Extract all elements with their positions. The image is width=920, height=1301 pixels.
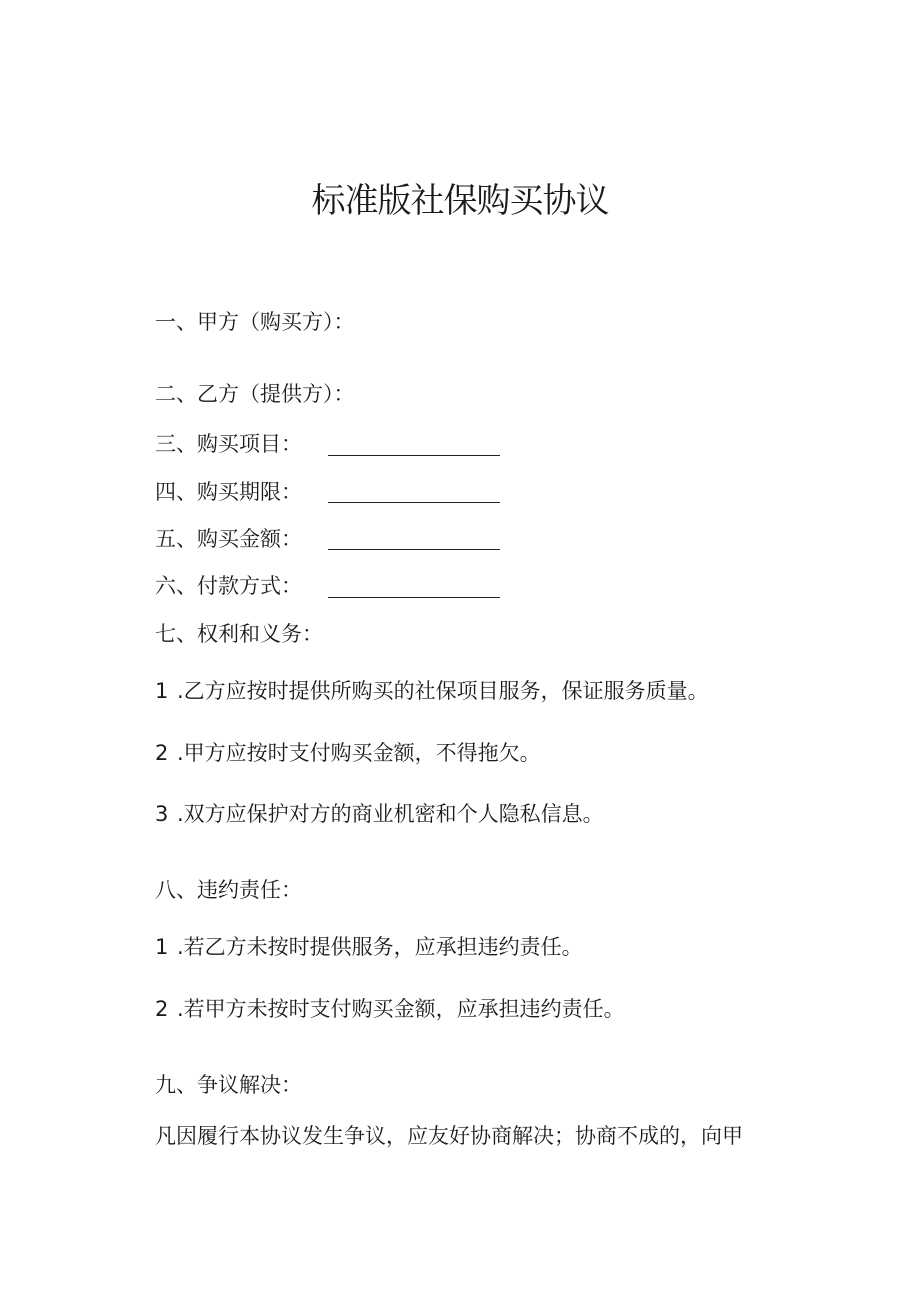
section-7-item (155, 675, 709, 707)
field-label-purchase-period: 四、购买期限： (155, 480, 302, 504)
field-label-purchase-item: 三、购买项目： (155, 432, 302, 456)
section-8-item (155, 993, 625, 1025)
item-text: .若乙方未按时提供服务，应承担违约责任。 (177, 935, 583, 959)
party-a-line: 一、甲方（购买方）： (155, 310, 355, 334)
field-blank-purchase-item (328, 455, 500, 456)
document-title: 标准版社保购买协议 (311, 181, 609, 221)
field-blank-purchase-amount (328, 549, 500, 550)
section-7-item (155, 737, 541, 769)
item-number: 2 (155, 741, 169, 765)
party-b-line: 二、乙方（提供方）： (155, 382, 355, 406)
item-number: 1 (155, 935, 169, 959)
item-text: .若甲方未按时支付购买金额，应承担违约责任。 (177, 997, 625, 1021)
section-8-heading: 八、违约责任： (155, 878, 302, 902)
section-8-item (155, 931, 583, 963)
field-label-purchase-amount: 五、购买金额： (155, 527, 302, 551)
item-number: 1 (155, 679, 169, 703)
section-7-heading: 七、权利和义务： (155, 622, 323, 646)
section-9-heading: 九、争议解决： (155, 1073, 302, 1097)
field-label-payment-method: 六、付款方式： (155, 574, 302, 598)
item-number: 2 (155, 997, 169, 1021)
section-7-item (155, 798, 604, 830)
item-number: 3 (155, 802, 169, 826)
field-blank-purchase-period (328, 502, 500, 503)
item-text: .乙方应按时提供所购买的社保项目服务，保证服务质量。 (177, 679, 709, 703)
field-blank-payment-method (328, 597, 500, 598)
item-text: .双方应保护对方的商业机密和个人隐私信息。 (177, 802, 604, 826)
section-9-body: 凡因履行本协议发生争议，应友好协商解决；协商不成的，向甲 (155, 1124, 743, 1148)
item-text: .甲方应按时支付购买金额，不得拖欠。 (177, 741, 541, 765)
